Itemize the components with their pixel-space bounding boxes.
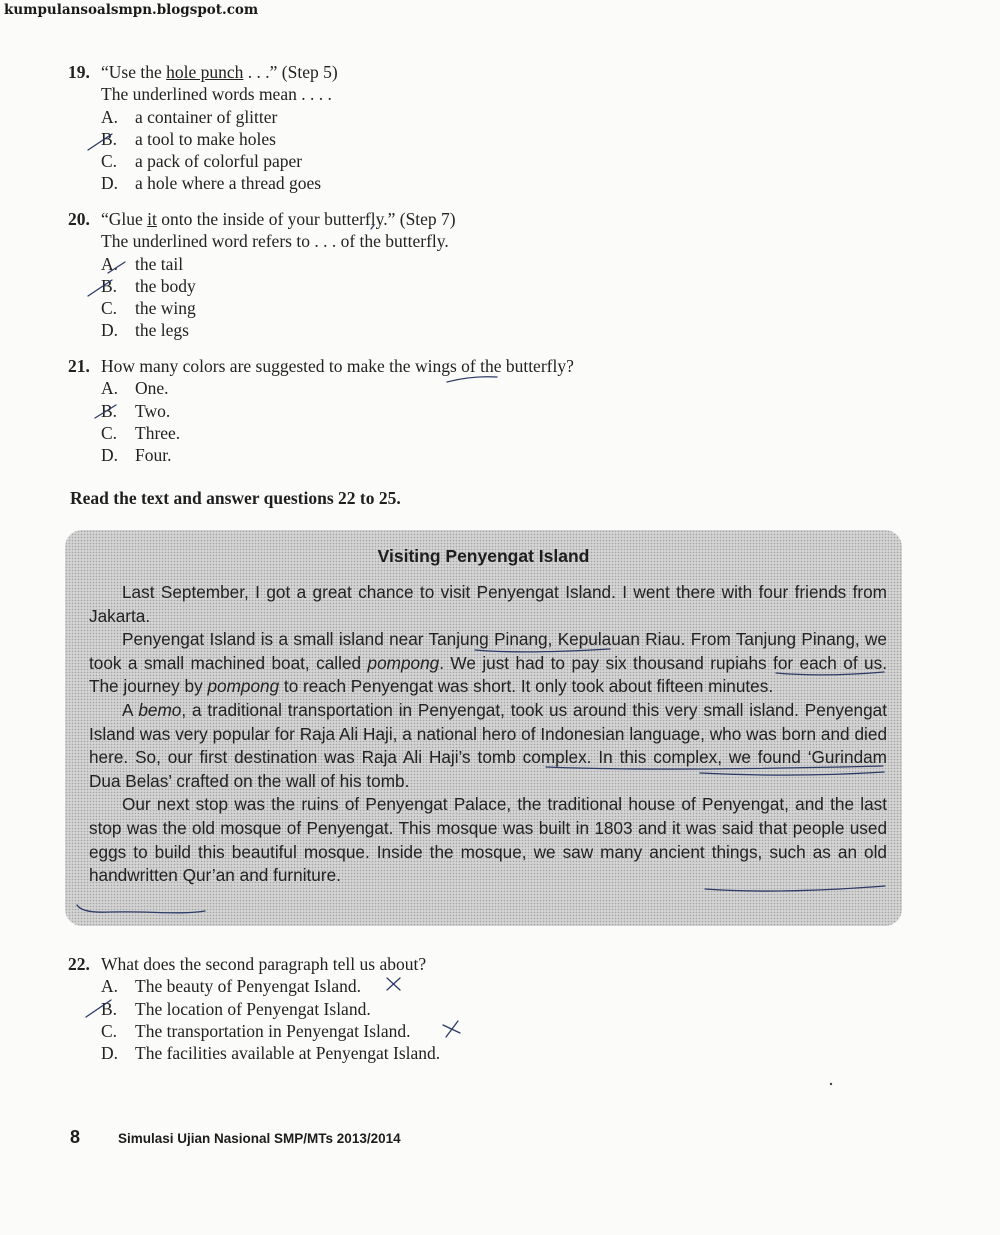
cross-mark: [443, 1021, 460, 1037]
page-number: 8: [70, 1127, 81, 1147]
option-b: B. a tool to make holes: [101, 128, 276, 149]
option-d: D. The facilities available at Penyengat Island.: [101, 1043, 441, 1064]
question-stem: What does the second paragraph tell us about?: [101, 954, 427, 974]
question-22: [68, 953, 440, 1064]
passage-body: [89, 581, 887, 888]
question-stem-line2: The underlined word refers to . . . of the butterfly.: [101, 231, 449, 252]
option-c: C. the wing: [101, 298, 196, 319]
option-d: D. the legs: [101, 320, 189, 341]
option-d: D. Four.: [101, 445, 172, 466]
paragraph-3: A bemo, a traditional transportation in Penyengat, took us around this very small island. Penyengat Island was very popular for Raja Ali Haji, a national hero of Indonesian language, who was born and died here. So, our first destination was Raja Ali Haji’s tomb complex. In this complex, we found ‘Gurindam Dua Belas’ crafted on the wall of his tomb.: [89, 699, 887, 791]
underlined-word: it: [147, 209, 157, 229]
option-b: B. The location of Penyengat Island.: [101, 998, 371, 1019]
paragraph-4: Our next stop was the ruins of Penyengat Palace, the traditional house of Penyengat, and the last stop was the old mosque of Penyengat. This mosque was built in 1803 and it was said that people used eggs to build this beautiful mosque. Inside the mosque, we saw many ancient things, such as an old handwritten Qur’an and furniture.: [89, 794, 887, 886]
option-c: C. a pack of colorful paper: [101, 151, 303, 172]
paragraph-2: Penyengat Island is a small island near Tanjung Pinang, Kepulauan Riau. From Tanjung Pinang, we took a small machined boat, called pompong. We just had to pay six thousand rupiahs for each of us. The journey by pompong to reach Penyengat was short. It only took about fifteen minutes.: [89, 629, 887, 697]
option-b: B. Two.: [101, 400, 171, 421]
question-number: 20.: [68, 209, 90, 229]
reading-passage-box: [65, 530, 902, 926]
option-a: A. a container of glitter: [101, 106, 278, 127]
question-20: [68, 208, 456, 342]
option-b: B. the body: [101, 275, 196, 296]
option-a: A. the tail: [101, 253, 184, 274]
option-c: C. The transportation in Penyengat Island.: [101, 1020, 411, 1041]
option-a: A. The beauty of Penyengat Island.: [101, 976, 361, 997]
question-stem: “Use the hole punch . . .” (Step 5): [101, 62, 338, 82]
question-21: [68, 355, 574, 466]
question-stem: “Glue it onto the inside of your butterfly.” (Step 7): [101, 209, 456, 229]
option-d: D. a hole where a thread goes: [101, 173, 322, 194]
question-19: [68, 61, 338, 195]
question-stem-line2: The underlined words mean . . . .: [101, 84, 332, 105]
paragraph-1: Last September, I got a great chance to visit Penyengat Island. I went there with four friends from Jakarta.: [89, 582, 887, 626]
underlined-phrase: hole punch: [166, 62, 244, 82]
footer-title: Simulasi Ujian Nasional SMP/MTs 2013/2014: [118, 1131, 401, 1146]
option-c: C. Three.: [101, 422, 181, 443]
question-number: 21.: [68, 356, 90, 376]
reading-instruction: Read the text and answer questions 22 to 25.: [70, 488, 401, 508]
question-number: 22.: [68, 954, 90, 974]
question-number: 19.: [68, 62, 90, 82]
site-watermark: kumpulansoalsmpn.blogspot.com: [4, 2, 259, 18]
option-a: A. One.: [101, 378, 169, 399]
question-stem: How many colors are suggested to make the wings of the butterfly?: [101, 356, 574, 376]
passage-title: Visiting Penyengat Island: [377, 546, 590, 566]
